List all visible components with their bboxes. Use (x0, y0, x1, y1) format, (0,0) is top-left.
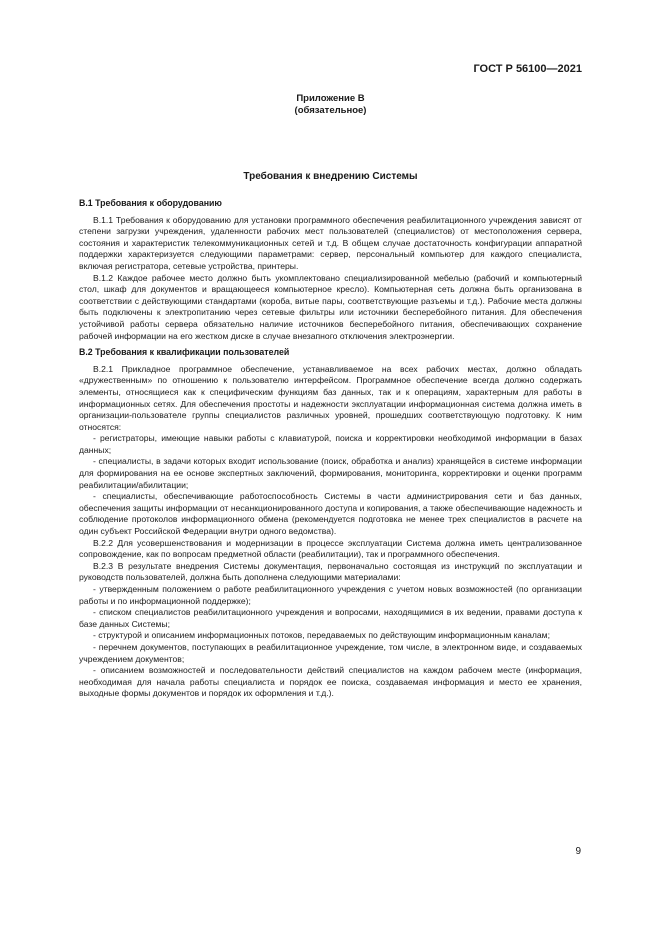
list-item: - утвержденным положением о работе реабилитационного учреждения с учетом новых возможностей (по организации работы и по информационной поддержке); (79, 584, 582, 606)
document-body (79, 198, 582, 700)
section-heading: В.1 Требования к оборудованию (79, 198, 222, 208)
list-item: - структурой и описанием информационных потоков, передаваемых по действующим информационным каналам; (93, 630, 550, 641)
paragraph: В.1.2 Каждое рабочее место должно быть укомплектовано специализированной мебелью (рабочий и компьютерный стол, шкаф для документов и вращающееся компьютерное кресло). Компьютерная сеть должна быть организована в соответствии с действующими стандартами (короба, витые пары, соответствующие разъемы и т.д.). Рабочие места должны быть подключены к электропитанию через сетевые фильтры или источники бесперебойного питания. Для обеспечения устойчивой работы сервера обязательно наличие источников бесперебойного питания, обеспечивающих сохранение рабочей информации на его жестком диске в случае внезапного отключения электроэнергии. (79, 272, 582, 341)
list-item: - специалисты, обеспечивающие работоспособность Системы в части администрирования сети и баз данных, обеспечения защиты информации от несанкционированного доступа и копирования, а также обеспечивающие надежность и соблюдение протоколов информационного обмена (рекомендуется подготовка не менее трех специалистов в расчете на один субъект Российской Федерации внутри одного ведомства). (79, 491, 582, 537)
paragraph: В.2.1 Прикладное программное обеспечение, устанавливаемое на всех рабочих местах, должно обладать «дружественным» по отношению к пользователю интерфейсом. Программное обеспечение всегда должно содержать элементы, относящиеся как к специфическим функциям баз данных, так и к операциям, характерным для работы в информационных сетях. Для обеспечения простоты и надежности эксплуатации информационная система должна иметь в организации-пользователе группы специалистов различных уровней, прошедших соответствующую подготовку. К ним относятся: (79, 363, 582, 432)
list-item: - регистраторы, имеющие навыки работы с клавиатурой, поиска и корректировки необходимой информации в базах данных; (79, 433, 582, 455)
paragraph: В.1.1 Требования к оборудованию для установки программного обеспечения реабилитационного учреждения зависят от степени загрузки учреждения, удаленности рабочих мест пользователей (специалистов) от местоположения сервера, состояния и характеристик телекоммуникационных сетей и т.д. В общем случае достаточность конфигурации аппаратной поддержки характеризуется следующими параметрами: сервер, персональный компьютер для каждого специалиста, включая регистратора, сетевые устройства, принтеры. (79, 214, 582, 271)
list-item: - специалисты, в задачи которых входит использование (поиск, обработка и анализ) хранящейся в системе информации для формирования на ее основе экспертных заключений, формирования, мониторинга, корректировки и оценки программ реабилитации/абилитации; (79, 456, 582, 490)
page-title: Требования к внедрению Системы (243, 171, 418, 182)
list-item: - списком специалистов реабилитационного учреждения и вопросами, находящимися в их ведении, правами доступа к базе данных Системы; (79, 607, 582, 629)
appendix-title: Приложение В (296, 93, 365, 104)
page-number: 9 (575, 846, 581, 857)
appendix-subtitle: (обязательное) (294, 105, 367, 116)
section-heading: В.2 Требования к квалификации пользователей (79, 347, 290, 358)
paragraph: В.2.2 Для усовершенствования и модернизации в процессе эксплуатации Система должна иметь централизованное сопровождение, как по вопросам предметной области (реабилитации), так и программного обеспечения. (79, 537, 582, 560)
list-item: - перечнем документов, поступающих в реабилитационное учреждение, том числе, в электронном виде, и создаваемых учреждением документов; (79, 641, 582, 664)
appendix-heading (0, 93, 661, 117)
list-item: - описанием возможностей и последовательности действий специалистов на каждом рабочем месте (информация, необходимая для начала работы специалиста и порядок ее поиска, создаваемая информация и место ее хранения, выходные формы документов и порядок их оформления и т.д.). (79, 665, 582, 699)
paragraph: В.2.3 В результате внедрения Системы документация, первоначально состоящая из инструкций по эксплуатации и руководств пользователей, должна быть дополнена следующими материалами: (79, 560, 582, 583)
standard-number: ГОСТ Р 56100—2021 (473, 63, 582, 75)
